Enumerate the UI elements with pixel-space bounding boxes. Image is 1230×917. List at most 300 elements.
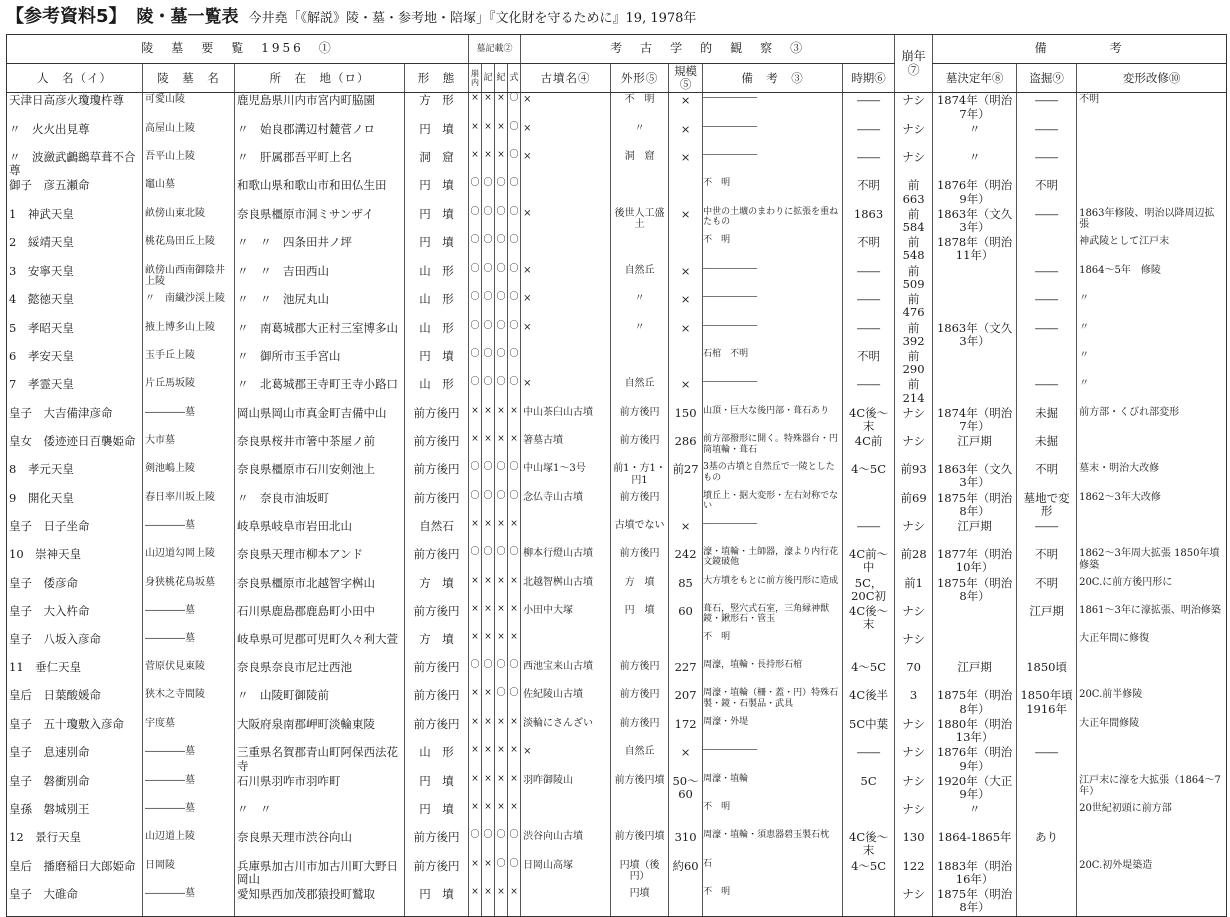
cell-ketsu: 江戸期	[933, 519, 1017, 547]
cell-jiki	[843, 632, 895, 660]
cell-b2: 〇	[482, 292, 495, 320]
col-name: 人 名（イ）	[7, 64, 143, 93]
cell-kofun: ×	[521, 207, 611, 235]
cell-kofun: 小田中大塚	[521, 604, 611, 632]
cell-tou: ――	[1017, 150, 1077, 178]
cell-ryobo: 山辺道上陵	[143, 830, 235, 858]
table-row	[7, 859, 1227, 887]
cell-b2: ×	[482, 859, 495, 887]
cell-kofun: 柳本行燈山古墳	[521, 547, 611, 575]
cell-gaikei: 前方後円	[611, 660, 669, 688]
col-b3: 紀	[495, 64, 508, 93]
cell-form: 方 墳	[405, 632, 469, 660]
cell-b1: ×	[469, 887, 482, 916]
cell-jiki: 不明	[843, 178, 895, 206]
cell-b4: 〇	[508, 688, 521, 716]
cell-b1: ×	[469, 632, 482, 660]
table-row	[7, 887, 1227, 916]
cell-gaikei: 円 墳	[611, 604, 669, 632]
cell-b3: 〇	[495, 178, 508, 206]
cell-biko: ――――――	[703, 93, 843, 122]
cell-hou: ナシ	[895, 717, 933, 745]
cell-ryobo: 掖上博多山上陵	[143, 321, 235, 349]
cell-loc: 石川県羽咋市羽咋町	[235, 774, 405, 802]
cell-hou: 前290	[895, 349, 933, 377]
cell-gaikei: 円墳	[611, 887, 669, 916]
col-biko3: 備 考 ③	[703, 64, 843, 93]
cell-name: 皇子 大碓命	[7, 887, 143, 916]
cell-jiki: 4C前	[843, 434, 895, 462]
cell-gaikei	[611, 632, 669, 660]
table-row	[7, 349, 1227, 377]
group-boki: 墓記載②	[469, 35, 521, 64]
cell-b1: 〇	[469, 292, 482, 320]
cell-b1: 〇	[469, 830, 482, 858]
cell-b3: 〇	[495, 859, 508, 887]
cell-loc: 石川県鹿島郡鹿島町小田中	[235, 604, 405, 632]
cell-hen: 〃	[1077, 292, 1227, 320]
cell-gaikei	[611, 178, 669, 206]
cell-b4: ×	[508, 802, 521, 830]
cell-loc: 〃 肝属郡吾平町上名	[235, 150, 405, 178]
cell-b1: 〇	[469, 321, 482, 349]
cell-kibo: 207	[669, 688, 703, 716]
cell-b3: ×	[495, 122, 508, 150]
col-ketsu: 墓決定年⑧	[933, 64, 1017, 93]
cell-form: 前方後円	[405, 491, 469, 519]
cell-ketsu: 1874年（明治7年）	[933, 406, 1017, 434]
cell-form: 方 墳	[405, 576, 469, 604]
cell-hen: 墓末・明治大改修	[1077, 462, 1227, 490]
cell-tou: ――	[1017, 264, 1077, 292]
cell-hou: 前214	[895, 377, 933, 405]
cell-form: 山 形	[405, 264, 469, 292]
cell-name: 5 孝昭天皇	[7, 321, 143, 349]
cell-kofun: 北越智桝山古墳	[521, 576, 611, 604]
cell-biko: 山頂・巨大な後円部・葺石あり	[703, 406, 843, 434]
cell-kofun	[521, 887, 611, 916]
cell-name: 皇子 大入杵命	[7, 604, 143, 632]
cell-biko: 不 明	[703, 802, 843, 830]
cell-jiki: 4C後～末	[843, 406, 895, 434]
cell-tou: ――	[1017, 745, 1077, 773]
cell-kofun	[521, 632, 611, 660]
cell-jiki: 不明	[843, 235, 895, 263]
cell-b2: ×	[482, 434, 495, 462]
cell-loc: 三重県名賀郡青山町阿保西法花寺	[235, 745, 405, 773]
table-row	[7, 434, 1227, 462]
cell-ryobo: 竈山墓	[143, 178, 235, 206]
cell-ryobo: 日岡陵	[143, 859, 235, 887]
cell-kofun: ×	[521, 264, 611, 292]
cell-ryobo: 大市墓	[143, 434, 235, 462]
cell-loc: 岡山県岡山市真金町吉備中山	[235, 406, 405, 434]
cell-b4: 〇	[508, 235, 521, 263]
cell-ryobo: 玉手丘上陵	[143, 349, 235, 377]
cell-kibo: 85	[669, 576, 703, 604]
cell-b3: ×	[495, 745, 508, 773]
cell-kibo: ×	[669, 377, 703, 405]
cell-gaikei: 〃	[611, 292, 669, 320]
cell-loc: 愛知県西加茂郡猿投町鷲取	[235, 887, 405, 916]
cell-ryobo: 山辺道勾岡上陵	[143, 547, 235, 575]
cell-b4: 〇	[508, 264, 521, 292]
cell-loc: 鹿児島県川内市宮内町脇園	[235, 93, 405, 122]
cell-jiki: 4～5C	[843, 859, 895, 887]
cell-b1: 〇	[469, 547, 482, 575]
cell-ketsu: 〃	[933, 150, 1017, 178]
cell-tou: 江戸期	[1017, 604, 1077, 632]
cell-biko: ――――――	[703, 122, 843, 150]
cell-name: 天津日高彦火瓊瓊杵尊	[7, 93, 143, 122]
cell-gaikei: 前方後円	[611, 547, 669, 575]
cell-form: 円 墳	[405, 802, 469, 830]
cell-gaikei: 方 墳	[611, 576, 669, 604]
cell-biko: 石棺 不明	[703, 349, 843, 377]
cell-b2: 〇	[482, 321, 495, 349]
col-tokutsu: 盗掘⑨	[1017, 64, 1077, 93]
cell-hou: 前93	[895, 462, 933, 490]
cell-ryobo: 狭木之寺間陵	[143, 688, 235, 716]
cell-ketsu	[933, 604, 1017, 632]
cell-hen	[1077, 122, 1227, 150]
cell-form: 前方後円	[405, 859, 469, 887]
cell-b1: 〇	[469, 377, 482, 405]
cell-tou: 不明	[1017, 178, 1077, 206]
table-row	[7, 830, 1227, 858]
cell-b2: 〇	[482, 377, 495, 405]
cell-gaikei: 後世人工盛土	[611, 207, 669, 235]
cell-ryobo: 菅原伏見東陵	[143, 660, 235, 688]
cell-b2: ×	[482, 887, 495, 916]
group-kouko: 考 古 学 的 観 察 ③	[521, 35, 895, 64]
cell-jiki: ――	[843, 150, 895, 178]
cell-gaikei	[611, 802, 669, 830]
cell-jiki: ――	[843, 519, 895, 547]
cell-tou: 未掘	[1017, 434, 1077, 462]
col-b4: 式	[508, 64, 521, 93]
col-kibo: 規模⑤	[669, 64, 703, 93]
cell-gaikei: 古墳でない	[611, 519, 669, 547]
cell-b2: ×	[482, 93, 495, 122]
cell-ketsu: 1875年（明治8年）	[933, 887, 1017, 916]
cell-hen	[1077, 660, 1227, 688]
cell-name: 皇子 磐衝別命	[7, 774, 143, 802]
cell-kofun: 渋谷向山古墳	[521, 830, 611, 858]
cell-loc: 〃 奈良市油坂町	[235, 491, 405, 519]
cell-b4: 〇	[508, 292, 521, 320]
cell-hou: 前663	[895, 178, 933, 206]
cell-b4: 〇	[508, 93, 521, 122]
cell-b2: 〇	[482, 547, 495, 575]
cell-ketsu: 1875年（明治8年）	[933, 688, 1017, 716]
cell-kibo: 242	[669, 547, 703, 575]
col-form: 形 態	[405, 64, 469, 93]
cell-b4: ×	[508, 632, 521, 660]
cell-ketsu: 1863年（文久3年）	[933, 321, 1017, 349]
cell-kibo: 150	[669, 406, 703, 434]
cell-loc: 和歌山県和歌山市和田仏生田	[235, 178, 405, 206]
cell-b2: ×	[482, 519, 495, 547]
cell-kibo: ×	[669, 519, 703, 547]
cell-b3: ×	[495, 406, 508, 434]
cell-b4: 〇	[508, 491, 521, 519]
cell-loc: 〃 御所市玉手宮山	[235, 349, 405, 377]
cell-ryobo: 〃 南繊沙渓上陵	[143, 292, 235, 320]
cell-tou	[1017, 235, 1077, 263]
cell-kibo: 前27	[669, 462, 703, 490]
cell-biko: ――――――	[703, 519, 843, 547]
cell-loc: 兵庫県加古川市加古川町大野日岡山	[235, 859, 405, 887]
cell-b2: 〇	[482, 178, 495, 206]
cell-b4: 〇	[508, 462, 521, 490]
cell-kofun: ×	[521, 745, 611, 773]
cell-b3: ×	[495, 519, 508, 547]
cell-b2: 〇	[482, 491, 495, 519]
cell-jiki: ――	[843, 93, 895, 122]
cell-tou: ――	[1017, 519, 1077, 547]
table-row	[7, 406, 1227, 434]
cell-tou	[1017, 717, 1077, 745]
cell-kibo: 60	[669, 604, 703, 632]
cell-name: 9 開化天皇	[7, 491, 143, 519]
cell-kibo: ×	[669, 207, 703, 235]
cell-hou: ナシ	[895, 93, 933, 122]
cell-b2: ×	[482, 717, 495, 745]
cell-jiki: 5C中葉	[843, 717, 895, 745]
cell-tou: あり	[1017, 830, 1077, 858]
cell-form: 前方後円	[405, 717, 469, 745]
cell-form: 山 形	[405, 745, 469, 773]
cell-b3: 〇	[495, 547, 508, 575]
cell-loc: 奈良県桜井市箸中茶屋ノ前	[235, 434, 405, 462]
cell-name: 〃 火火出見尊	[7, 122, 143, 150]
cell-kibo	[669, 349, 703, 377]
cell-form: 円 墳	[405, 774, 469, 802]
cell-b4: ×	[508, 406, 521, 434]
cell-hou: 前1	[895, 576, 933, 604]
cell-ryobo: ――――墓	[143, 745, 235, 773]
table-row	[7, 491, 1227, 519]
group-houtou: 崩年⑦	[895, 35, 933, 93]
cell-biko: 周濠，埴輪・長持形石棺	[703, 660, 843, 688]
cell-b3: 〇	[495, 292, 508, 320]
cell-b2: 〇	[482, 830, 495, 858]
cell-b3: ×	[495, 434, 508, 462]
cell-b2: ×	[482, 688, 495, 716]
cell-kofun: 念仏寺山古墳	[521, 491, 611, 519]
cell-jiki: 5C，20C初	[843, 576, 895, 604]
cell-b1: 〇	[469, 264, 482, 292]
cell-biko: 前方部撥形に開く。特殊器台・円筒埴輪・葺石	[703, 434, 843, 462]
cell-kofun: 日岡山高塚	[521, 859, 611, 887]
cell-form: 山 形	[405, 292, 469, 320]
cell-b4: ×	[508, 519, 521, 547]
cell-tou: 未掘	[1017, 406, 1077, 434]
cell-loc: 奈良県天理市渋谷向山	[235, 830, 405, 858]
cell-form: 前方後円	[405, 660, 469, 688]
cell-jiki: 5C	[843, 774, 895, 802]
cell-b2: ×	[482, 406, 495, 434]
cell-jiki: 1863	[843, 207, 895, 235]
cell-tou: 不明	[1017, 462, 1077, 490]
cell-biko: 濠・埴輪・土師器，濠より内行花文鏡破他	[703, 547, 843, 575]
cell-b4: 〇	[508, 321, 521, 349]
cell-name: 皇子 八坂入彦命	[7, 632, 143, 660]
table-row	[7, 377, 1227, 405]
cell-name: 皇后 日葉酸媛命	[7, 688, 143, 716]
cell-gaikei: 前方後円	[611, 688, 669, 716]
reference-label: 【参考資料5】	[6, 6, 127, 27]
cell-b4: 〇	[508, 377, 521, 405]
cell-loc: 〃 〃 吉田西山	[235, 264, 405, 292]
cell-name: 10 崇神天皇	[7, 547, 143, 575]
cell-gaikei: 前方後円	[611, 434, 669, 462]
cell-form: 円 墳	[405, 122, 469, 150]
cell-hou: ナシ	[895, 122, 933, 150]
col-ryobo: 陵 墓 名	[143, 64, 235, 93]
cell-b2: 〇	[482, 264, 495, 292]
cell-biko: 石	[703, 859, 843, 887]
table-row	[7, 688, 1227, 716]
cell-kofun: 佐紀陵山古墳	[521, 688, 611, 716]
cell-form: 方 形	[405, 93, 469, 122]
cell-tou: ――	[1017, 321, 1077, 349]
cell-b4: 〇	[508, 122, 521, 150]
cell-b1: ×	[469, 93, 482, 122]
cell-ketsu: 1876年（明治9年）	[933, 745, 1017, 773]
cell-biko: ――――――	[703, 321, 843, 349]
cell-ketsu: 江戸期	[933, 434, 1017, 462]
cell-ryobo: 可愛山陵	[143, 93, 235, 122]
cell-hou: 前548	[895, 235, 933, 263]
cell-hou: 130	[895, 830, 933, 858]
cell-kibo: ×	[669, 745, 703, 773]
cell-kibo: ×	[669, 93, 703, 122]
cell-b1: ×	[469, 576, 482, 604]
cell-name: 皇子 日子坐命	[7, 519, 143, 547]
cell-hou: 前509	[895, 264, 933, 292]
cell-b3: 〇	[495, 377, 508, 405]
cell-kofun: 淡輪にさんざい	[521, 717, 611, 745]
col-b2: 記	[482, 64, 495, 93]
cell-tou: ――	[1017, 292, 1077, 320]
cell-hou: 前584	[895, 207, 933, 235]
col-jiki: 時期⑥	[843, 64, 895, 93]
cell-form: 山 形	[405, 321, 469, 349]
cell-gaikei: 前方後円	[611, 491, 669, 519]
cell-hen: 1863年修陵、明治以降周辺拡張	[1077, 207, 1227, 235]
cell-hen: 大正年間に修復	[1077, 632, 1227, 660]
table-row	[7, 321, 1227, 349]
cell-ryobo: 桃花鳥田丘上陵	[143, 235, 235, 263]
cell-biko: ――――――	[703, 745, 843, 773]
cell-gaikei	[611, 235, 669, 263]
table-row	[7, 547, 1227, 575]
cell-hen: 20世紀初頭に前方部	[1077, 802, 1227, 830]
cell-kofun	[521, 802, 611, 830]
cell-biko: 不 明	[703, 632, 843, 660]
cell-b3: 〇	[495, 462, 508, 490]
cell-hen: 〃	[1077, 349, 1227, 377]
cell-gaikei: 前1・方1・円1	[611, 462, 669, 490]
cell-b3: 〇	[495, 321, 508, 349]
cell-jiki: ――	[843, 377, 895, 405]
table-body	[7, 93, 1227, 916]
cell-b2: 〇	[482, 660, 495, 688]
cell-hen: 1862～3年周大拡張 1850年墳修築	[1077, 547, 1227, 575]
cell-b4: 〇	[508, 150, 521, 178]
cell-ketsu: 1920年（大正9年）	[933, 774, 1017, 802]
cell-tou: 1850年頃 1916年	[1017, 688, 1077, 716]
cell-b2: ×	[482, 632, 495, 660]
cell-kofun	[521, 519, 611, 547]
cell-b1: ×	[469, 519, 482, 547]
cell-b1: 〇	[469, 178, 482, 206]
cell-ryobo: ――――墓	[143, 632, 235, 660]
cell-b3: 〇	[495, 688, 508, 716]
table-row	[7, 264, 1227, 292]
cell-kofun: ×	[521, 122, 611, 150]
cell-gaikei: 前方後円墳	[611, 774, 669, 802]
cell-gaikei: 〃	[611, 122, 669, 150]
cell-name: 6 孝安天皇	[7, 349, 143, 377]
cell-ryobo: 春日率川坂上陵	[143, 491, 235, 519]
cell-name: 8 孝元天皇	[7, 462, 143, 490]
cell-b4: 〇	[508, 207, 521, 235]
cell-hen	[1077, 519, 1227, 547]
cell-biko: ――――――	[703, 150, 843, 178]
cell-tou: 1850頃	[1017, 660, 1077, 688]
cell-name: 2 綏靖天皇	[7, 235, 143, 263]
cell-form: 前方後円	[405, 406, 469, 434]
cell-b3: 〇	[495, 207, 508, 235]
cell-kofun: 西池宝来山古墳	[521, 660, 611, 688]
table-row	[7, 604, 1227, 632]
cell-ketsu: 〃	[933, 802, 1017, 830]
table-row	[7, 207, 1227, 235]
cell-b2: ×	[482, 774, 495, 802]
document-header	[6, 2, 696, 28]
cell-ryobo: ――――墓	[143, 802, 235, 830]
cell-biko: 周濠・埴輪・須恵器碧玉製石枕	[703, 830, 843, 858]
cell-jiki: 4C後～末	[843, 604, 895, 632]
cell-name: 4 懿徳天皇	[7, 292, 143, 320]
cell-b3: ×	[495, 150, 508, 178]
cell-biko: 中世の土壙のまわりに拡張を重ねたもの	[703, 207, 843, 235]
cell-gaikei	[611, 349, 669, 377]
cell-form: 自然石	[405, 519, 469, 547]
cell-hen: 不明	[1077, 93, 1227, 122]
cell-hen	[1077, 887, 1227, 916]
cell-gaikei: 不 明	[611, 93, 669, 122]
cell-kibo	[669, 632, 703, 660]
cell-tou: ――	[1017, 207, 1077, 235]
cell-b4: ×	[508, 434, 521, 462]
cell-hou: 前28	[895, 547, 933, 575]
cell-kibo: 約60	[669, 859, 703, 887]
cell-hou: 3	[895, 688, 933, 716]
cell-jiki: 不明	[843, 349, 895, 377]
cell-hen: 1862～3年大改修	[1077, 491, 1227, 519]
cell-kofun: ×	[521, 93, 611, 122]
cell-b3: 〇	[495, 660, 508, 688]
cell-ryobo: 片丘馬坂陵	[143, 377, 235, 405]
cell-kofun: 中山塚1～3号	[521, 462, 611, 490]
cell-gaikei: 〃	[611, 321, 669, 349]
cell-name: 11 垂仁天皇	[7, 660, 143, 688]
cell-b2: ×	[482, 150, 495, 178]
